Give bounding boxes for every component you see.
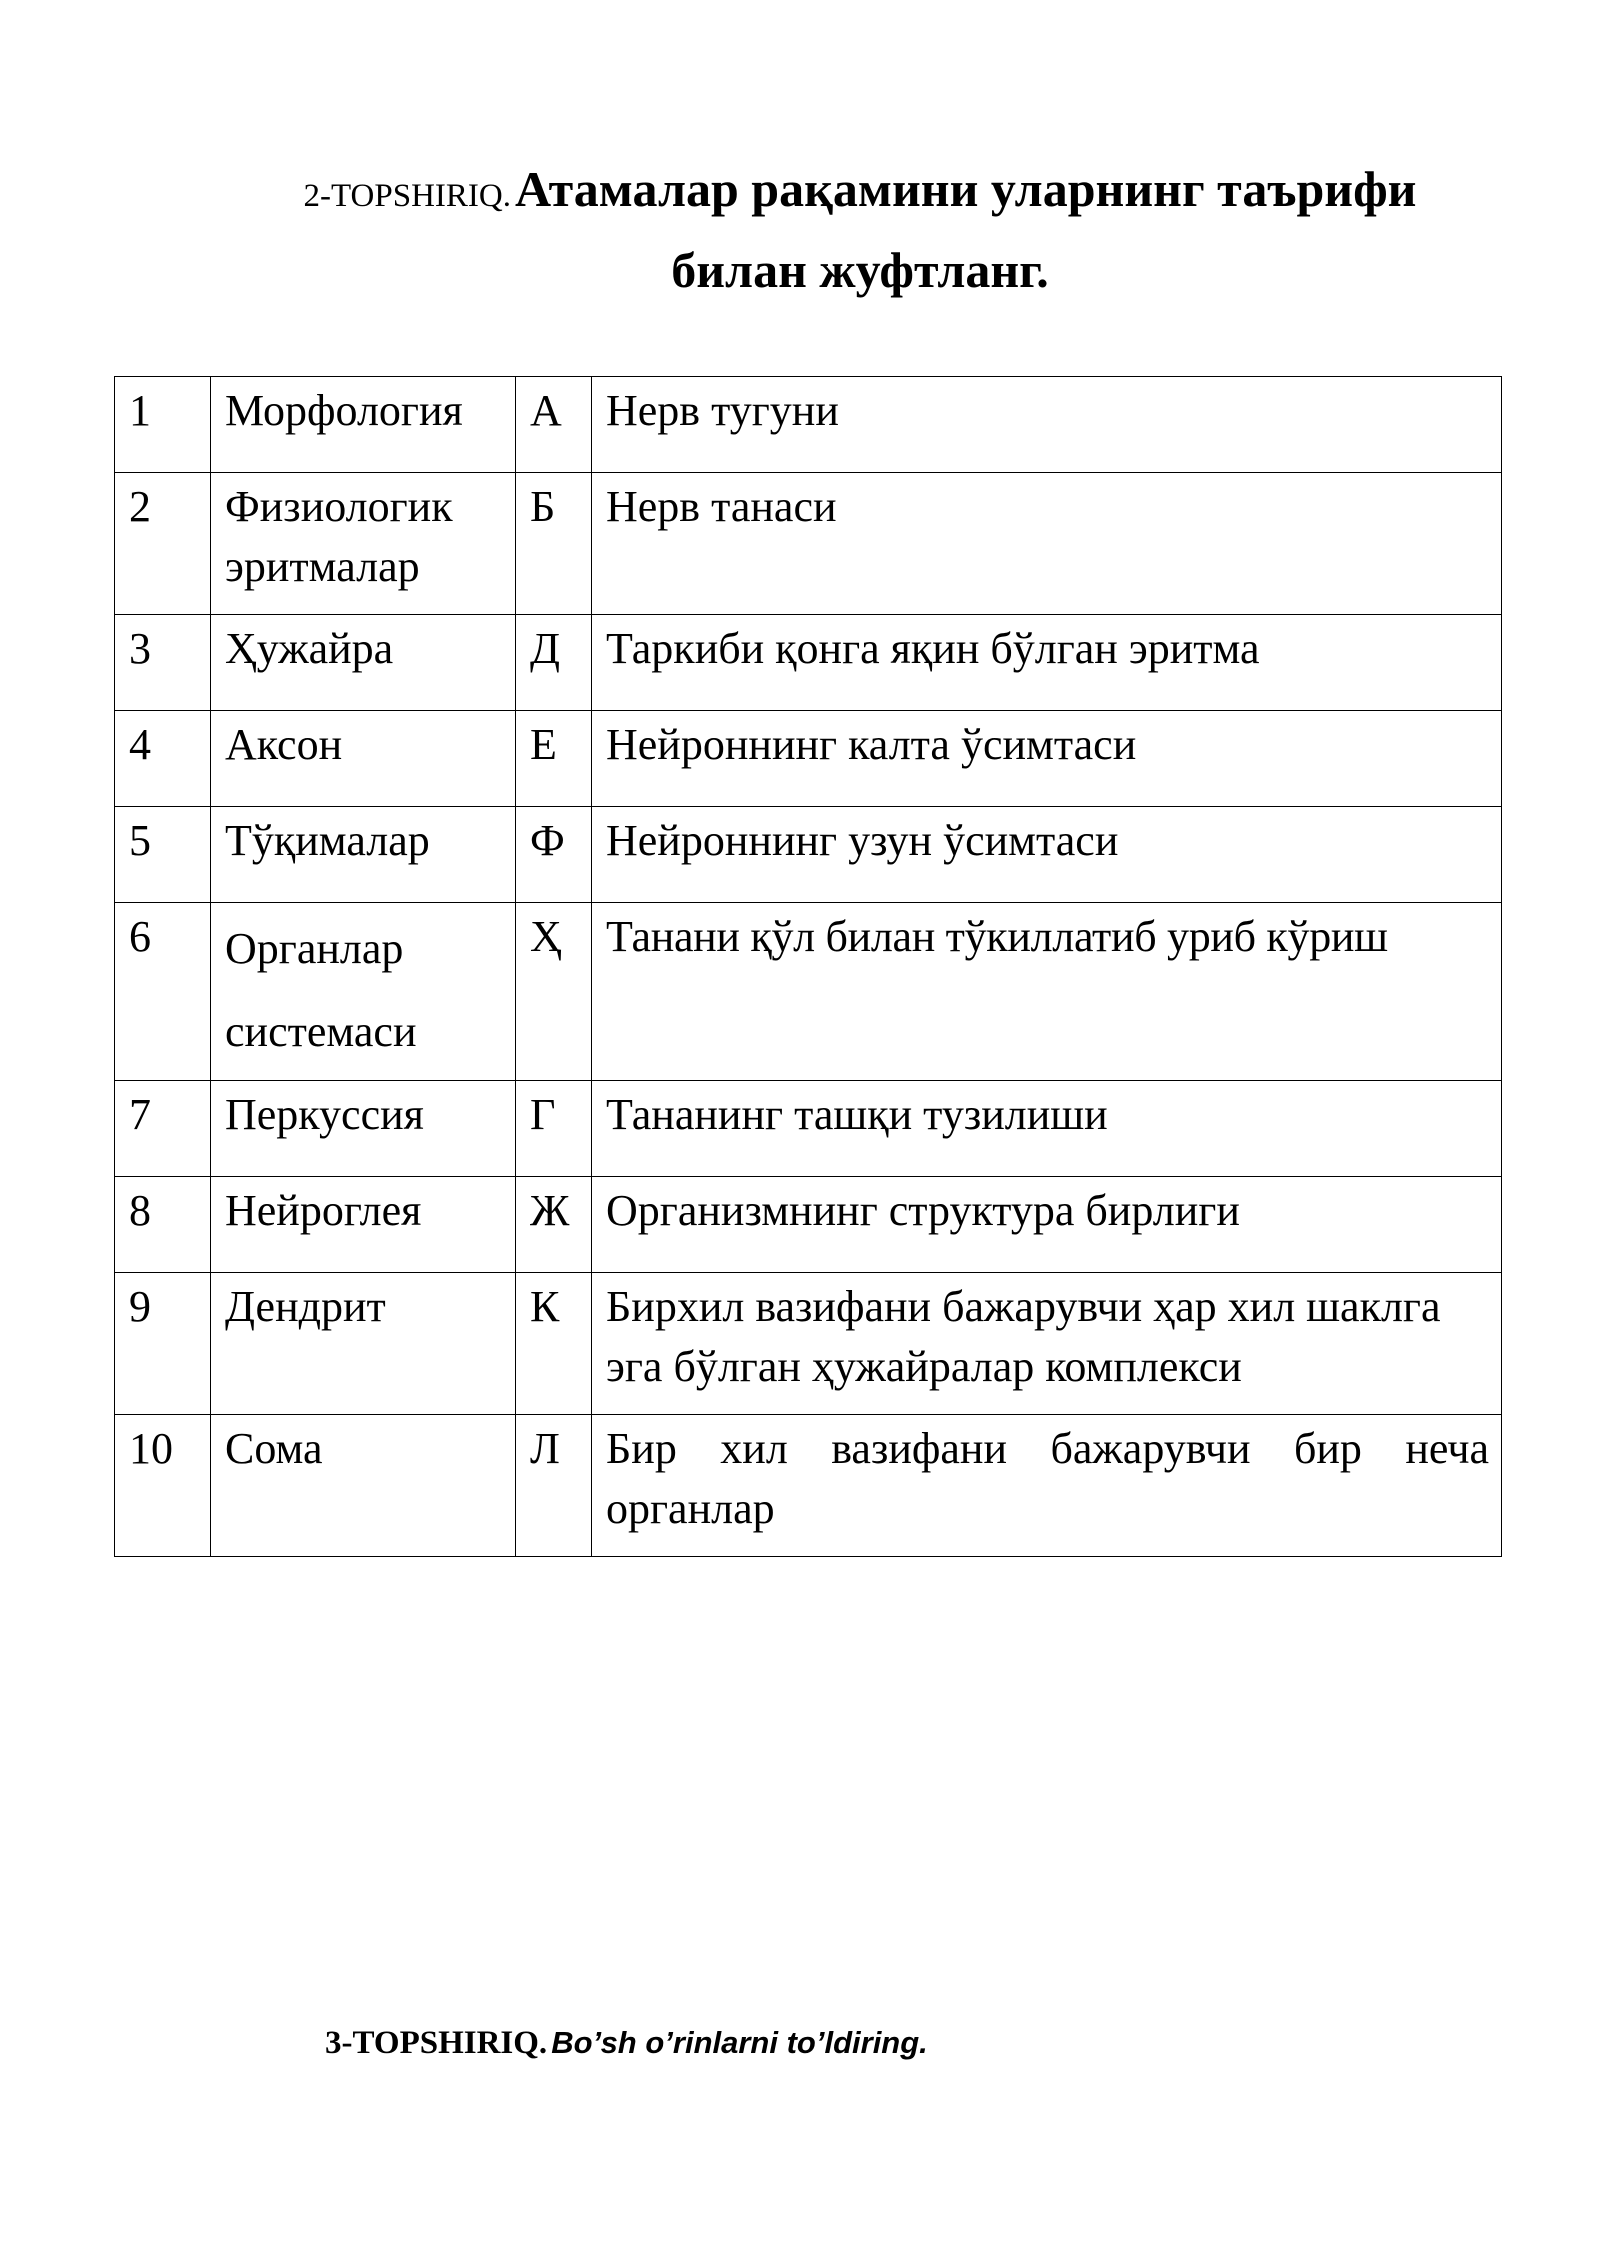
definition-cell: Нерв тугуни	[592, 377, 1502, 473]
letter-cell: Ҳ	[516, 903, 592, 1081]
row-number: 4	[115, 711, 211, 807]
term-cell: Перкуссия	[211, 1081, 516, 1177]
table-row	[115, 807, 1502, 903]
definition-cell: Бирхил вазифани бажарувчи ҳар хил шаклга эга бўлган ҳужайралар комплекси	[592, 1273, 1502, 1415]
row-number: 7	[115, 1081, 211, 1177]
matching-table	[114, 376, 1502, 1557]
letter-cell: Г	[516, 1081, 592, 1177]
task2-heading	[240, 155, 1480, 317]
term-cell: Органлар системаси	[211, 903, 516, 1081]
task3-heading	[325, 2025, 928, 2062]
term-cell: Физиологик эритмалар	[211, 473, 516, 615]
definition-cell: Таркиби қонга яқин бўлган эритма	[592, 615, 1502, 711]
task2-label: 2-TOPSHIRIQ.	[303, 178, 511, 214]
row-number: 8	[115, 1177, 211, 1273]
row-number: 5	[115, 807, 211, 903]
letter-cell: Б	[516, 473, 592, 615]
table-row	[115, 615, 1502, 711]
term-cell: Нейроглея	[211, 1177, 516, 1273]
definition-cell: Организмнинг структура бирлиги	[592, 1177, 1502, 1273]
definition-cell: Бир хил вазифани бажарувчи бир неча органлар	[592, 1415, 1502, 1557]
table-row	[115, 1415, 1502, 1557]
letter-cell: Ж	[516, 1177, 592, 1273]
task3-label: 3-TOPSHIRIQ.	[325, 2025, 548, 2061]
definition-cell: Нерв танаси	[592, 473, 1502, 615]
definition-cell: Тананинг ташқи тузилиши	[592, 1081, 1502, 1177]
task3-title: Bo’sh o’rinlarni to’ldiring.	[551, 2025, 928, 2060]
definition-cell: Нейроннинг узун ўсимтаси	[592, 807, 1502, 903]
table-row	[115, 377, 1502, 473]
row-number: 10	[115, 1415, 211, 1557]
term-cell: Ҳужайра	[211, 615, 516, 711]
row-number: 6	[115, 903, 211, 1081]
letter-cell: А	[516, 377, 592, 473]
table-row	[115, 473, 1502, 615]
row-number: 1	[115, 377, 211, 473]
row-number: 9	[115, 1273, 211, 1415]
term-cell: Дендрит	[211, 1273, 516, 1415]
row-number: 3	[115, 615, 211, 711]
letter-cell: Л	[516, 1415, 592, 1557]
table-row	[115, 1273, 1502, 1415]
definition-cell: Нейроннинг калта ўсимтаси	[592, 711, 1502, 807]
definition-cell: Танани қўл билан тўкиллатиб уриб кўриш	[592, 903, 1502, 1081]
letter-cell: К	[516, 1273, 592, 1415]
table-row	[115, 711, 1502, 807]
table-row	[115, 1081, 1502, 1177]
term-cell: Сома	[211, 1415, 516, 1557]
task2-title: Атамалар рақамини уларнинг таърифи билан жуфтланг.	[515, 161, 1417, 298]
term-cell: Тўқималар	[211, 807, 516, 903]
row-number: 2	[115, 473, 211, 615]
letter-cell: Д	[516, 615, 592, 711]
letter-cell: Ф	[516, 807, 592, 903]
term-cell: Морфология	[211, 377, 516, 473]
term-cell: Аксон	[211, 711, 516, 807]
letter-cell: Е	[516, 711, 592, 807]
table-row	[115, 903, 1502, 1081]
table-row	[115, 1177, 1502, 1273]
